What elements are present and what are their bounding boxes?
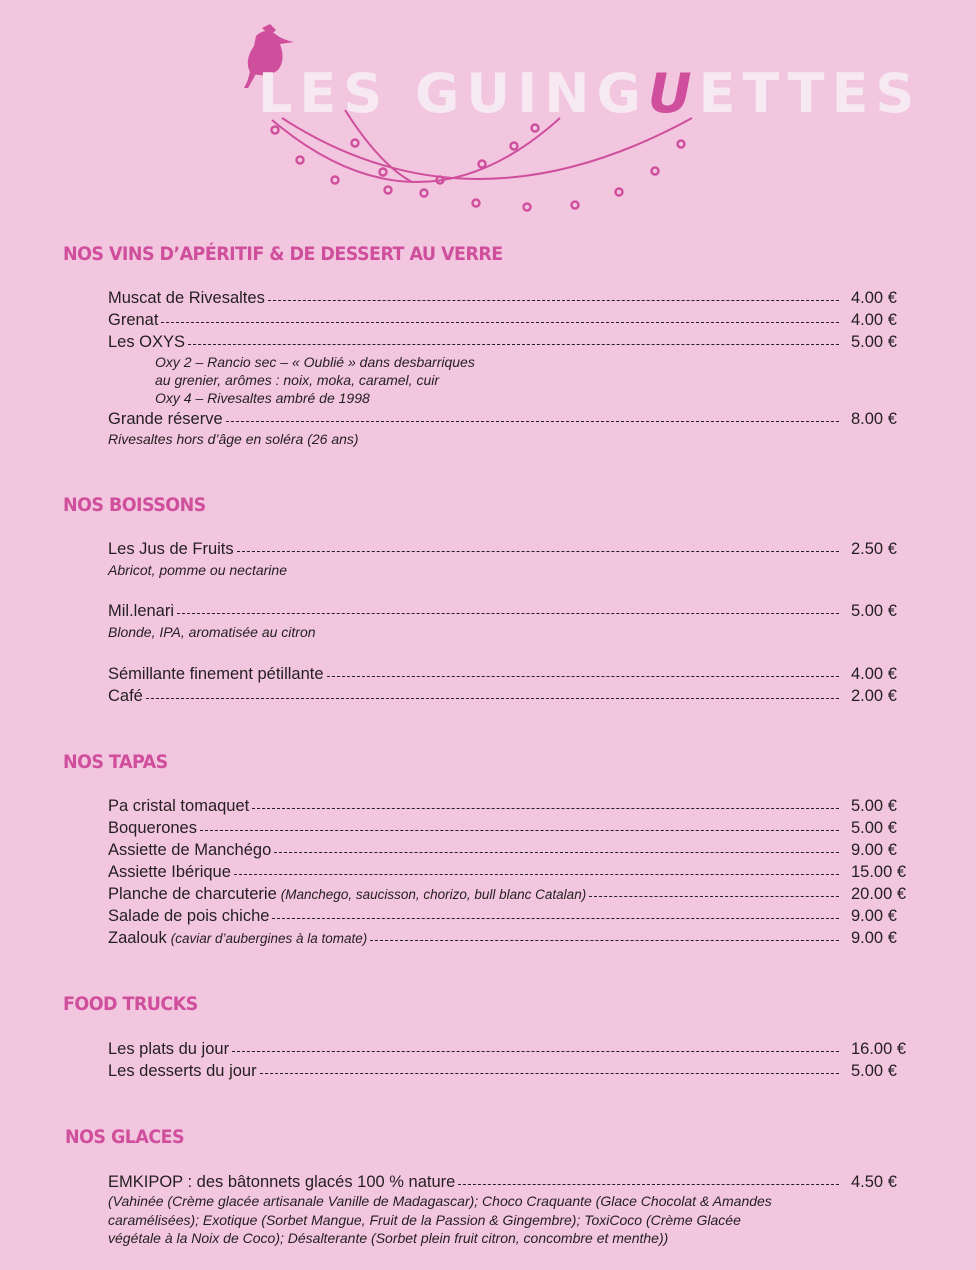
item-description: Rivesaltes hors d’âge en soléra (26 ans) <box>108 431 359 447</box>
menu-item: Les Jus de Fruits 2.50 € <box>108 540 897 558</box>
section-title-vins: NOS VINS D’APÉRITIF & DE DESSERT AU VERRE <box>63 243 503 265</box>
item-description: Oxy 2 – Rancio sec – « Oublié » dans desbarriques <box>155 354 475 370</box>
section-title-boissons: NOS BOISSONS <box>63 494 206 516</box>
logo <box>0 0 976 220</box>
menu-item: Grande réserve 8.00 € <box>108 410 897 428</box>
logo-title: LES GUINGUETTES <box>258 62 922 125</box>
menu-item: Planche de charcuterie (Manchego, saucisson, chorizo, bull blanc Catalan) 20.00 € <box>108 885 907 903</box>
section-title-food-trucks: FOOD TRUCKS <box>63 993 198 1015</box>
menu-item: Café 2.00 € <box>108 687 897 705</box>
item-description: végétale à la Noix de Coco); Désalterante (Sorbet plein fruit citron, concombre et menthe)) <box>108 1230 669 1246</box>
menu-item: Pa cristal tomaquet 5.00 € <box>108 797 897 815</box>
item-description: au grenier, arômes : noix, moka, caramel, cuir <box>155 372 440 388</box>
menu-item: Mil.lenari 5.00 € <box>108 602 897 620</box>
menu-item: Sémillante finement pétillante 4.00 € <box>108 665 897 683</box>
item-description: Blonde, IPA, aromatisée au citron <box>108 624 316 640</box>
section-title-tapas: NOS TAPAS <box>63 751 168 773</box>
menu-item: Zaalouk (caviar d’aubergines à la tomate) 9.00 € <box>108 929 897 947</box>
menu-item: Boquerones 5.00 € <box>108 819 897 837</box>
menu-item: EMKIPOP : des bâtonnets glacés 100 % nature 4.50 € <box>108 1173 897 1191</box>
menu-item: Les OXYS 5.00 € <box>108 333 897 351</box>
menu-item: Les desserts du jour 5.00 € <box>108 1062 897 1080</box>
item-description: (Vahinée (Crème glacée artisanale Vanille de Madagascar); Choco Craquante (Glace Chocolat & Amandes <box>108 1193 772 1209</box>
item-description: Abricot, pomme ou nectarine <box>108 562 287 578</box>
item-description: caramélisées); Exotique (Sorbet Mangue, Fruit de la Passion & Gingembre); ToxiCoco (Crème Glacée <box>108 1212 741 1228</box>
menu-item: Salade de pois chiche 9.00 € <box>108 907 897 925</box>
section-title-glaces: NOS GLACES <box>65 1126 185 1148</box>
menu-item: Muscat de Rivesaltes 4.00 € <box>108 289 897 307</box>
item-description: Oxy 4 – Rivesaltes ambré de 1998 <box>155 390 370 406</box>
menu-item: Assiette de Manchégo 9.00 € <box>108 841 897 859</box>
menu-item: Les plats du jour 16.00 € <box>108 1040 907 1058</box>
menu-item: Assiette Ibérique 15.00 € <box>108 863 907 881</box>
menu-item: Grenat 4.00 € <box>108 311 897 329</box>
